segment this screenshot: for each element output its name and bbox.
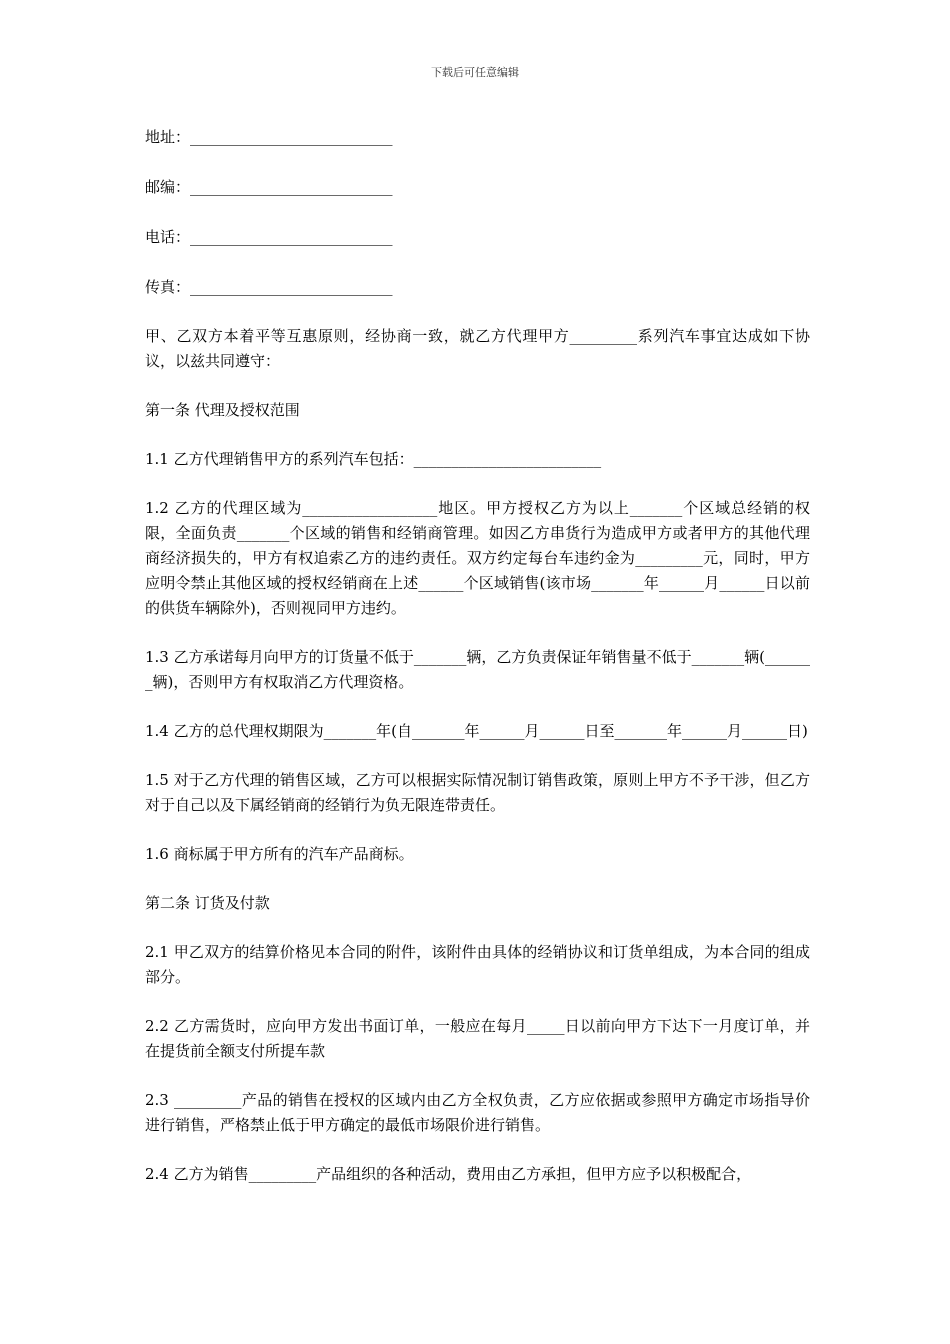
clause-2-3: 2.3 _________产品的销售在授权的区域内由乙方全权负责，乙方应依据或参照甲方确定市场指导价进行销售，严格禁止低于甲方确定的最低市场限价进行销售。 [145, 1091, 810, 1134]
contract-body [145, 124, 810, 1187]
clause-1-5: 1.5 对于乙方代理的销售区域，乙方可以根据实际情况制订销售政策，原则上甲方不予干涉，但乙方对于自己以及下属经销商的经销行为负无限连带责任。 [145, 771, 810, 814]
clause-1-3: 1.3 乙方承诺每月向甲方的订货量不低于_______辆，乙方负责保证年销售量不低于_______辆(_______辆)，否则甲方有权取消乙方代理资格。 [145, 648, 810, 691]
clause-2-2: 2.2 乙方需货时，应向甲方发出书面订单，一般应在每月_____日以前向甲方下达下一月度订单，并在提货前全额支付所提车款 [145, 1017, 810, 1060]
page-header-note: 下载后可任意编辑 [431, 66, 519, 79]
clause-2-1: 2.1 甲乙双方的结算价格见本合同的附件，该附件由具体的经销协议和订货单组成，为本合同的组成部分。 [145, 943, 810, 986]
clause-1-6: 1.6 商标属于甲方所有的汽车产品商标。 [145, 845, 414, 863]
clause-1-2: 1.2 乙方的代理区域为__________________地区。甲方授权乙方为以上_______个区域总经销的权限，全面负责_______个区域的销售和经销商管理。如因乙方串货行为造成甲方或者甲方的其他代理商经济损失的，甲方有权追索乙方的违约责任。双方约定每台车违约金为_________元，同时，甲方应明令禁止其他区域的授权经销商在上述______个区域销售(该市场_______年______月______日以前的供货车辆除外)，否则视同甲方违约。 [145, 499, 810, 617]
article-2-title: 第二条 订货及付款 [145, 894, 270, 912]
postcode-field: 邮编：___________________________ [145, 178, 393, 196]
phone-field: 电话：___________________________ [145, 228, 393, 246]
clause-1-4: 1.4 乙方的总代理权期限为_______年(自_______年______月______日至_______年______月______日) [145, 722, 808, 740]
clause-1-1: 1.1 乙方代理销售甲方的系列汽车包括：_________________________ [145, 450, 602, 468]
article-1-title: 第一条 代理及授权范围 [145, 401, 300, 419]
address-field: 地址：___________________________ [145, 128, 393, 146]
fax-field: 传真：___________________________ [145, 278, 393, 296]
preamble-paragraph: 甲、乙双方本着平等互惠原则，经协商一致，就乙方代理甲方_________系列汽车事宜达成如下协议，以兹共同遵守： [145, 327, 810, 370]
clause-2-4: 2.4 乙方为销售_________产品组织的各种活动，费用由乙方承担，但甲方应予以积极配合， [145, 1165, 752, 1183]
